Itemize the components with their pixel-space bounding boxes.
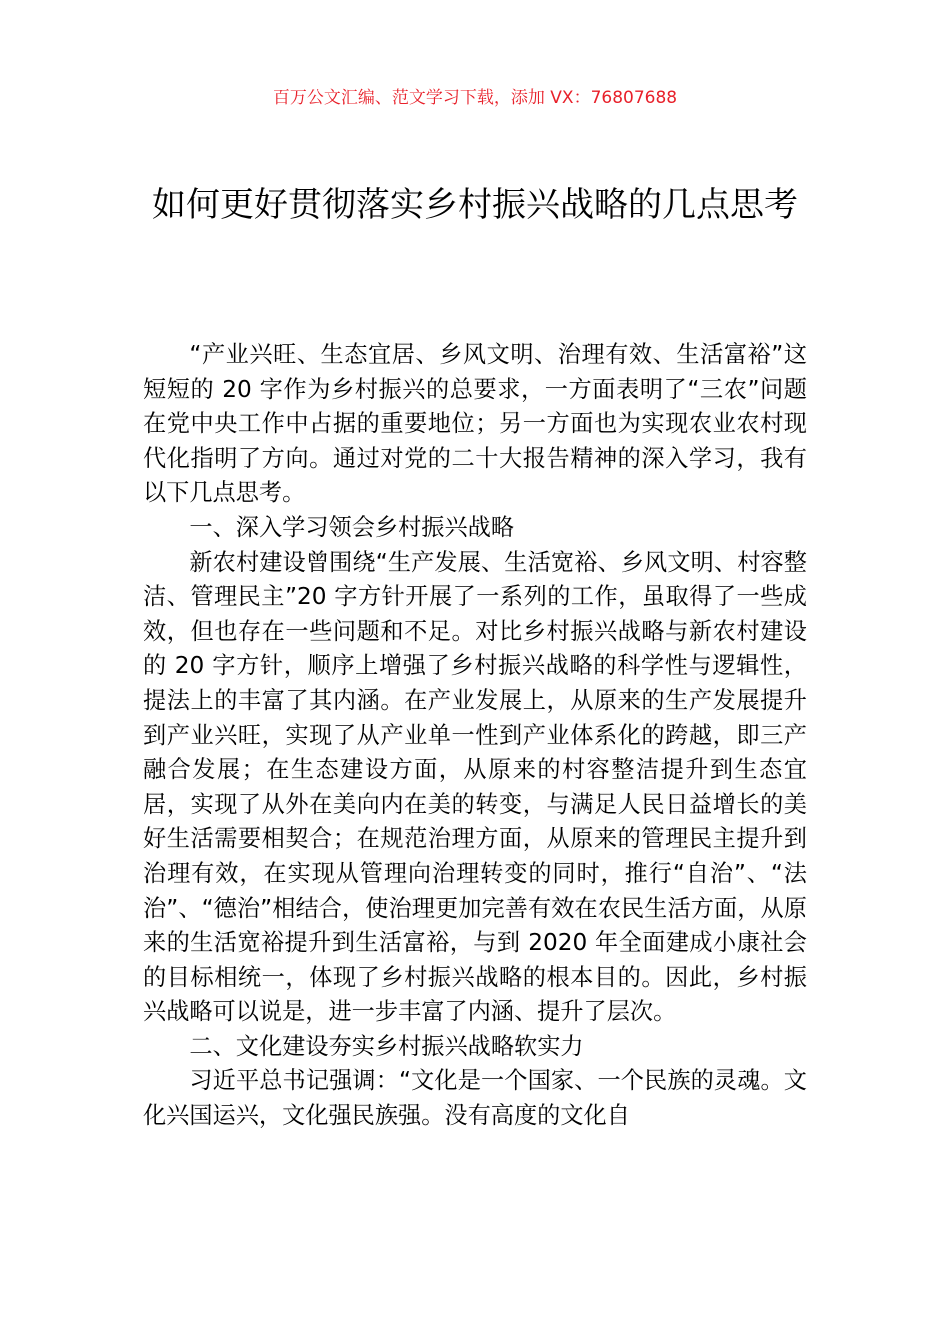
paragraph-intro: “产业兴旺、生态宜居、乡风文明、治理有效、生活富裕”这短短的 20 字作为乡村振兴的总要求，一方面表明了“三农”问题在党中央工作中占据的重要地位；另一方面也为实现农业农村现代化指明了方向。通过对党的二十大报告精神的深入学习，我有以下几点思考。 [143,341,807,507]
section-heading-1: 一、深入学习领会乡村振兴战略 [189,513,515,541]
header-note: 百万公文汇编、范文学习下载，添加 VX：76807688 [272,88,678,108]
paragraph-section-1: 新农村建设曾围绕“生产发展、生活宽裕、乡风文明、村容整洁、管理民主”20 字方针开展了一系列的工作，虽取得了一些成效，但也存在一些问题和不足。对比乡村振兴战略与新农村建设的 20 字方针，顺序上增强了乡村振兴战略的科学性与逻辑性，提法上的丰富了其内涵。在产业发展上，从原来的生产发展提升到产业兴旺，实现了从产业单一性到产业体系化的跨越，即三产融合发展；在生态建设方面，从原来的村容整洁提升到生态宜居，实现了从外在美向内在美的转变，与满足人民日益增长的美好生活需要相契合；在规范治理方面，从原来的管理民主提升到治理有效，在实现从管理向治理转变的同时，推行“自治”、“法治”、“德治”相结合，使治理更加完善有效在农民生活方面，从原来的生活宽裕提升到生活富裕，与到 2020 年全面建成小康社会的目标相统一，体现了乡村振兴战略的根本目的。因此，乡村振兴战略可以说是，进一步丰富了内涵、提升了层次。 [143,548,807,1026]
document-title: 如何更好贯彻落实乡村振兴战略的几点思考 [152,185,798,225]
document-body [143,338,807,1134]
paragraph-section-2: 习近平总书记强调：“文化是一个国家、一个民族的灵魂。文化兴国运兴，文化强民族强。没有高度的文化自 [143,1067,807,1130]
section-heading-2: 二、文化建设夯实乡村振兴战略软实力 [189,1032,584,1060]
